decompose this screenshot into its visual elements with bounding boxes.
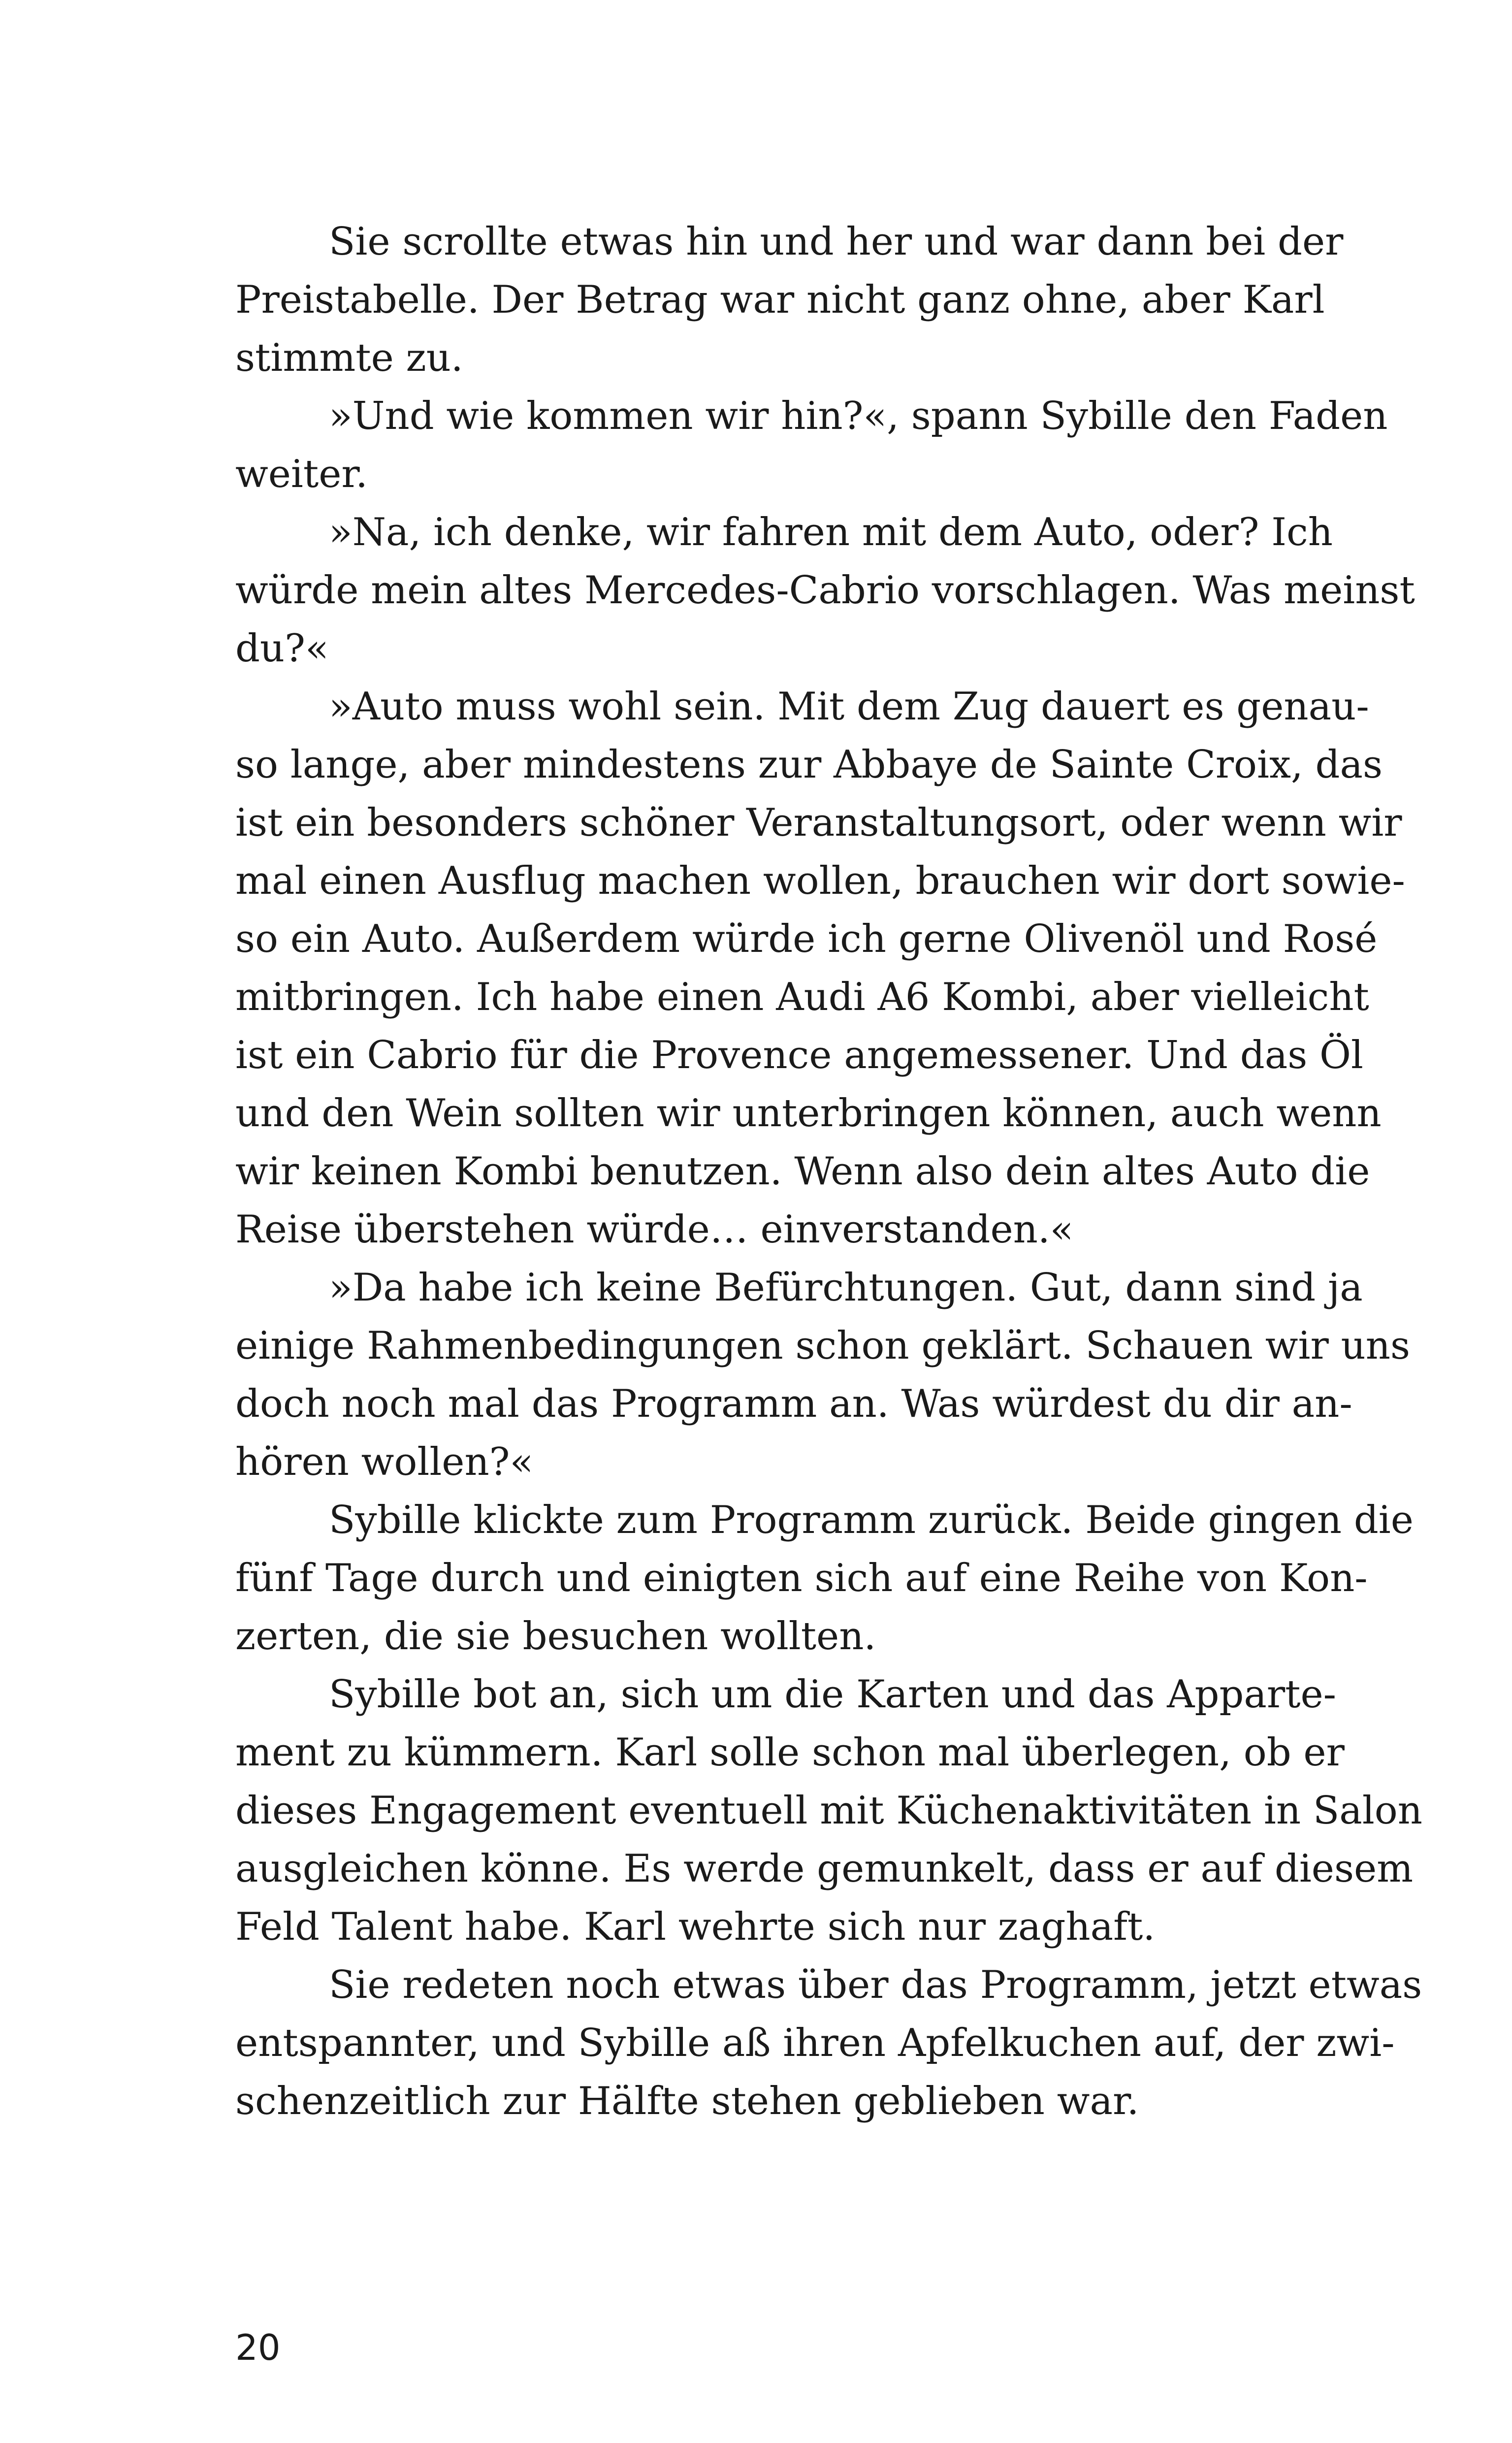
text-line: Feld Talent habe. Karl wehrte sich nur zaghaft. [235, 1905, 1156, 1949]
text-line: wir keinen Kombi benutzen. Wenn also dein altes Auto die [235, 1149, 1370, 1194]
text-line: stimmte zu. [235, 336, 463, 380]
text-line: mitbringen. Ich habe einen Audi A6 Kombi, aber vielleicht [235, 975, 1369, 1019]
text-line: du?« [235, 626, 329, 671]
text-line: doch noch mal das Programm an. Was würdest du dir an- [235, 1382, 1352, 1426]
text-line: Reise überstehen würde… einverstanden.« [235, 1207, 1074, 1252]
text-line: ist ein besonders schöner Veranstaltungsort, oder wenn wir [235, 801, 1402, 845]
text-line: Sybille klickte zum Programm zurück. Beide gingen die [329, 1498, 1414, 1542]
text-line: weiter. [235, 452, 368, 496]
text-line: mal einen Ausflug machen wollen, brauchen wir dort sowie- [235, 859, 1405, 903]
text-line: Preistabelle. Der Betrag war nicht ganz ohne, aber Karl [235, 278, 1325, 322]
text-line: fünf Tage durch und einigten sich auf eine Reihe von Kon- [235, 1556, 1368, 1600]
text-line: entspannter, und Sybille aß ihren Apfelkuchen auf, der zwi- [235, 2021, 1395, 2065]
text-line: Sie scrollte etwas hin und her und war dann bei der [329, 220, 1344, 264]
text-line: »Na, ich denke, wir fahren mit dem Auto, oder? Ich [329, 510, 1333, 554]
text-line: Sie redeten noch etwas über das Programm, jetzt etwas [329, 1963, 1422, 2007]
text-line: einige Rahmenbedingungen schon geklärt. Schauen wir uns [235, 1324, 1411, 1368]
text-line: »Auto muss wohl sein. Mit dem Zug dauert es genau- [329, 684, 1369, 729]
text-line: dieses Engagement eventuell mit Küchenaktivitäten in Salon [235, 1789, 1422, 1833]
text-line: zerten, die sie besuchen wollten. [235, 1614, 876, 1659]
text-line: »Da habe ich keine Befürchtungen. Gut, dann sind ja [329, 1266, 1363, 1310]
text-line: »Und wie kommen wir hin?«, spann Sybille den Faden [329, 394, 1388, 438]
text-line: hören wollen?« [235, 1440, 534, 1484]
page-number: 20 [235, 2327, 281, 2368]
text-line: ist ein Cabrio für die Provence angemessener. Und das Öl [235, 1033, 1363, 1077]
text-line: würde mein altes Mercedes-Cabrio vorschlagen. Was meinst [235, 568, 1415, 613]
text-line: Sybille bot an, sich um die Karten und das Apparte- [329, 1672, 1336, 1717]
body-text [235, 213, 1422, 2130]
text-line: schenzeitlich zur Hälfte stehen geblieben war. [235, 2079, 1139, 2123]
text-line: ment zu kümmern. Karl solle schon mal überlegen, ob er [235, 1730, 1345, 1775]
text-line: ausgleichen könne. Es werde gemunkelt, dass er auf diesem [235, 1847, 1414, 1891]
text-line: so ein Auto. Außerdem würde ich gerne Olivenöl und Rosé [235, 917, 1378, 961]
text-line: und den Wein sollten wir unterbringen können, auch wenn [235, 1091, 1382, 1136]
text-line: so lange, aber mindestens zur Abbaye de Sainte Croix, das [235, 743, 1383, 787]
